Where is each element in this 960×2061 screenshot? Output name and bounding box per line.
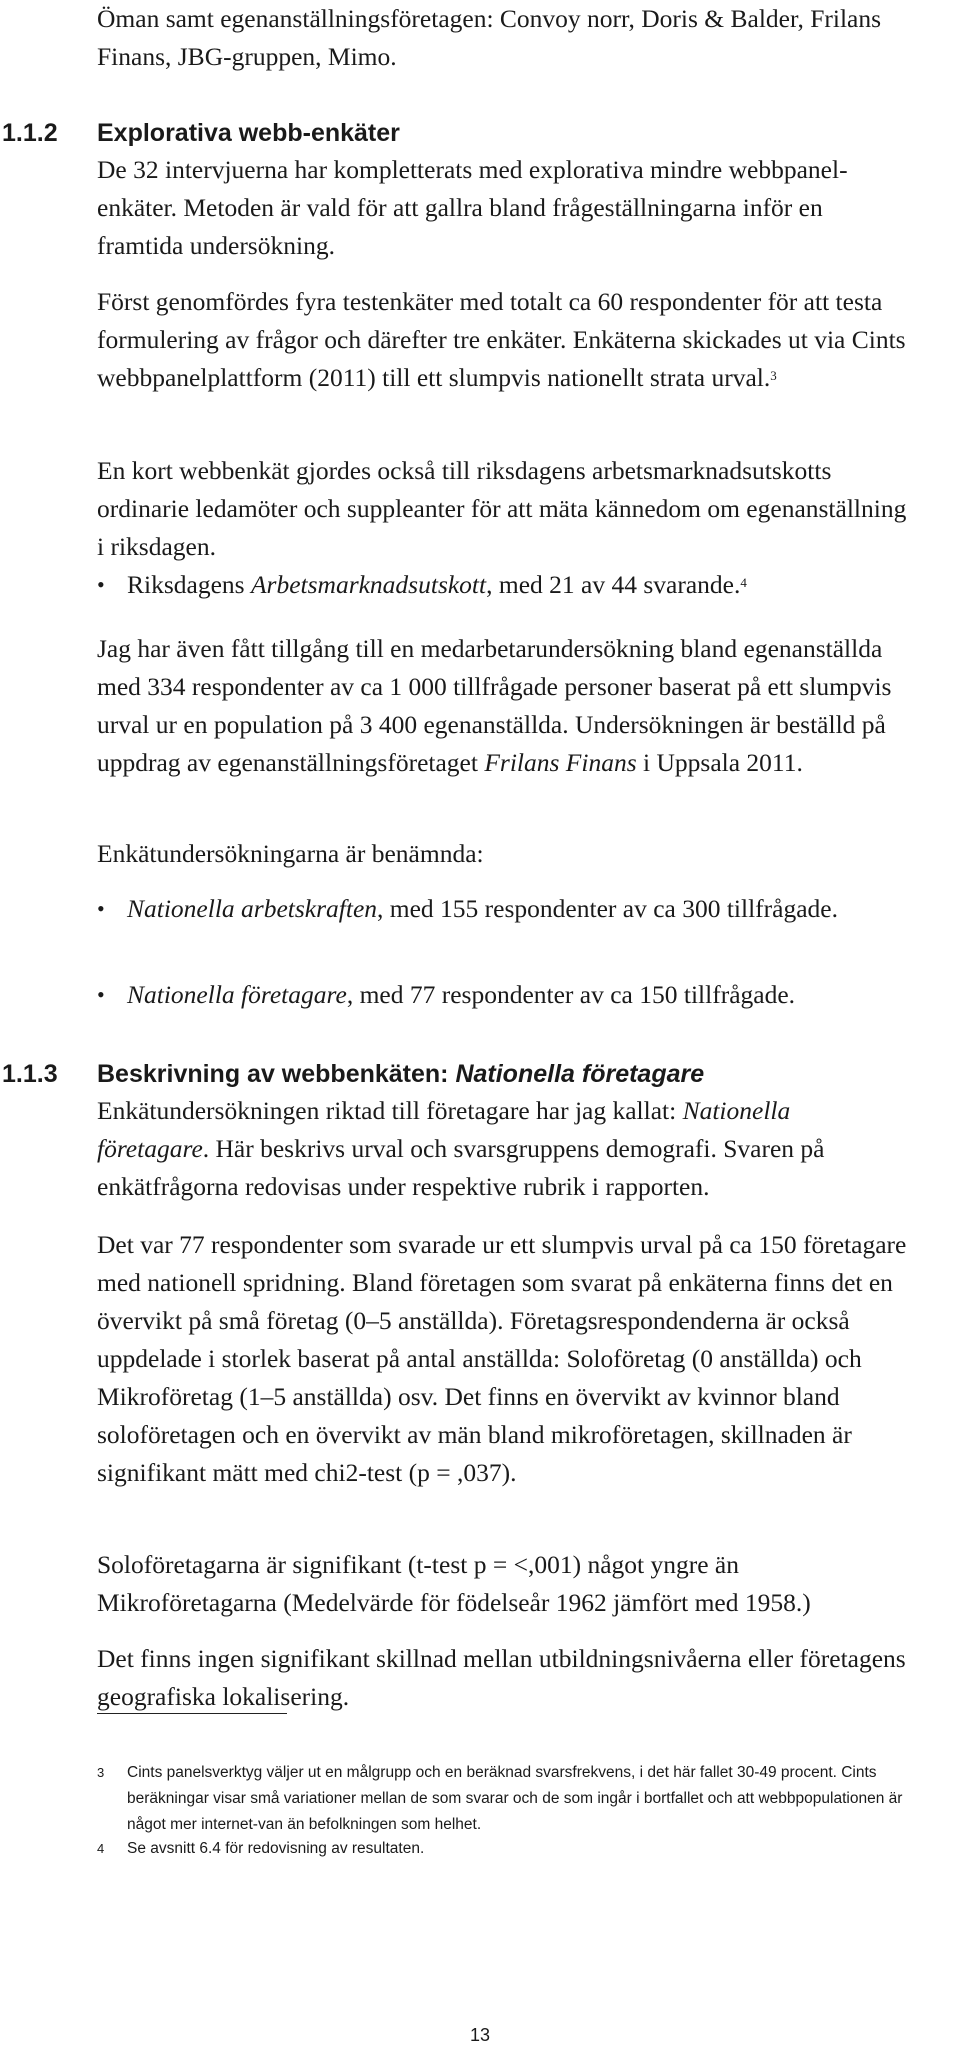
paragraph: [97, 630, 907, 782]
intro-text: Öman samt egenanställningsföretagen: Convoy norr, Doris & Balder, Frilans Finans, JBG-gruppen, Mimo.: [97, 4, 882, 71]
paragraph-text: En kort webbenkät gjordes också till riksdagens arbetsmarknadsutskotts ordinarie ledamöter och suppleanter för att mäta kännedom om egenanställning i riksdagen.: [97, 456, 907, 561]
bullet-icon: •: [97, 896, 105, 921]
paragraph: [97, 1092, 907, 1206]
paragraph: [97, 835, 907, 873]
paragraph: [97, 1640, 907, 1716]
bullet-text: Nationella arbetskraften, med 155 respondenter av ca 300 tillfrågade.: [127, 894, 838, 923]
paragraph-text: Enkätundersökningen riktad till företagare har jag kallat: Nationella företagare. Här beskrivs urval och svarsgruppens demografi. Svaren på enkätfrågorna redovisas under respektive rubrik i rapporten.: [97, 1096, 825, 1201]
intro-paragraph: [97, 0, 907, 76]
paragraph-text: Det var 77 respondenter som svarade ur ett slumpvis urval på ca 150 företagare med nationell spridning. Bland företagen som svarat på enkäterna finns det en övervikt på små företag (0–5 anställda). Företagsrespondenderna är också uppdelade i storlek baserat på antal anställda: Soloföretag (0 anställda) och Mikroföretag (1–5 anställda) osv. Det finns en övervikt av kvinnor bland soloföretagen och en övervikt av män bland mikroföretagen, skillnaden är signifikant mätt med chi2-test (p = ,037).: [97, 1230, 907, 1487]
footnote-number: 3: [97, 1765, 105, 1780]
footnote-divider: [97, 1713, 287, 1714]
paragraph: [97, 283, 907, 397]
footnote-number: 4: [97, 1841, 105, 1856]
page-number: 13: [469, 2025, 491, 2045]
footnote-ref[interactable]: 3: [770, 368, 777, 383]
paragraph: [97, 1546, 907, 1622]
paragraph-text: De 32 intervjuerna har kompletterats med explorativa mindre webbpanel-enkäter. Metoden är vald för att gallra bland frågeställningarna inför en framtida undersökning.: [97, 155, 848, 260]
paragraph: [97, 151, 907, 265]
paragraph: [97, 452, 907, 566]
bullet-text: Nationella företagare, med 77 respondenter av ca 150 tillfrågade.: [127, 980, 796, 1009]
footnote-text: Cints panelsverktyg väljer ut en målgrupp och en beräknad svarsfrekvens, i det här fallet 30-49 procent. Cints beräkningar visar små variationer mellan de som svarar och de som ingår i bortfallet och att webbpopulationen är något mer internet-van än befolkningen som helhet.: [127, 1764, 903, 1833]
section-title: Beskrivning av webbenkäten: Nationella företagare: [97, 1060, 705, 1088]
bullet-icon: •: [97, 982, 105, 1007]
paragraph-text: Enkätundersökningarna är benämnda:: [97, 839, 484, 868]
footnote-text: Se avsnitt 6.4 för redovisning av resultaten.: [127, 1840, 425, 1857]
section-number: 1.1.3: [2, 1060, 58, 1088]
footnote-ref[interactable]: 4: [740, 575, 747, 590]
section-title: Explorativa webb-enkäter: [97, 119, 400, 147]
bullet-text: Riksdagens Arbetsmarknadsutskott, med 21 av 44 svarande.$^4$: [127, 570, 747, 599]
paragraph-text: Först genomfördes fyra testenkäter med totalt ca 60 respondenter för att testa formulering av frågor och därefter tre enkäter. Enkäterna skickades ut via Cints webbpanelplattform (2011) till ett slumpvis nationellt strata urval.$^3$: [97, 287, 906, 392]
section-number: 1.1.2: [2, 119, 58, 147]
paragraph-text: Jag har även fått tillgång till en medarbetarundersökning bland egenanställda med 334 respondenter av ca 1 000 tillfrågade personer baserat på ett slumpvis urval ur en population på 3 400 egenanställda. Undersökningen är beställd på uppdrag av egenanställningsföretaget Frilans Finans i Uppsala 2011.: [97, 634, 892, 777]
paragraph-text: Soloföretagarna är signifikant (t-test p = <,001) något yngre än Mikroföretagarna (Medelvärde för födelseår 1962 jämfört med 1958.): [97, 1550, 811, 1617]
paragraph: [97, 1226, 907, 1492]
bullet-icon: •: [97, 572, 105, 597]
paragraph-text: Det finns ingen signifikant skillnad mellan utbildningsnivåerna eller företagens geografiska lokalisering.: [97, 1644, 906, 1711]
